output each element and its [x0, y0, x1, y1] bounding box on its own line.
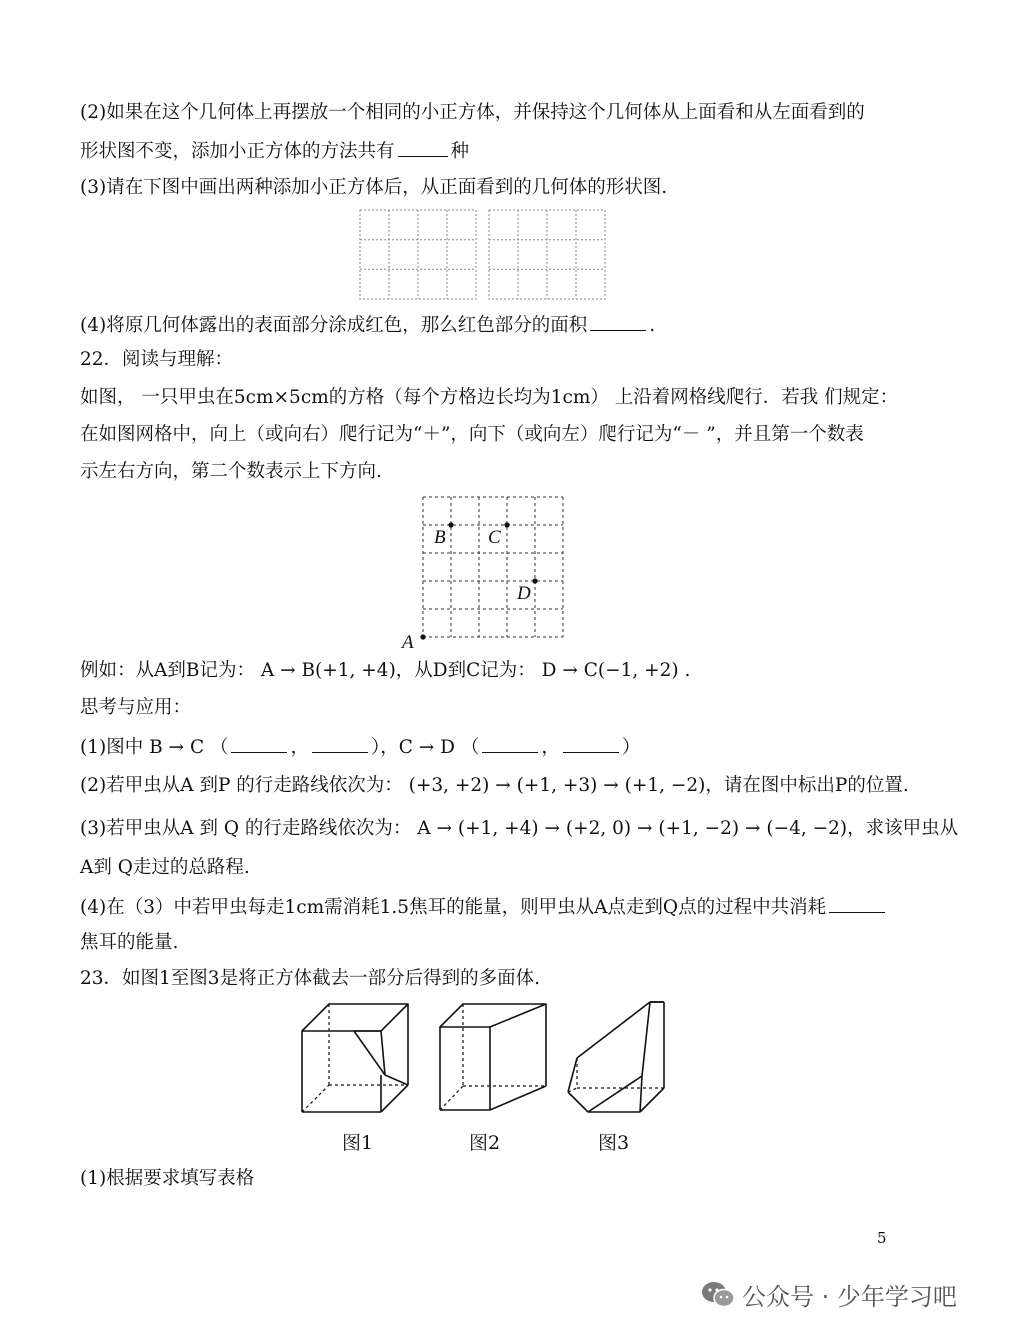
q21-part3: (3)请在下图中画出两种添加小正方体后，从正面看到的几何体的形状图.	[80, 177, 668, 198]
q23-title: 23．如图1至图3是将正方体截去一部分后得到的多面体.	[80, 968, 540, 989]
point-b	[448, 522, 453, 527]
point-c	[504, 522, 509, 527]
q22-think-heading: 思考与应用：	[80, 697, 192, 718]
label-c: C	[488, 527, 501, 548]
q22-sub1: (1)图中 B → C （ ， ），C → D （ ， ）	[80, 734, 640, 760]
answer-blank	[312, 734, 368, 753]
q22-title: 22．阅读与理解：	[80, 349, 234, 370]
label-d: D	[517, 583, 531, 604]
q22-sub4-line2: 焦耳的能量.	[80, 932, 179, 953]
q22-sub3-line1: (3)若甲虫从A 到 Q 的行走路线依次为： A → (+1, +4) → (+2, 0) → (+1, −2) → (−4, −2)，求该甲虫从	[80, 818, 959, 839]
drawing-grids	[358, 208, 618, 308]
answer-blank	[829, 894, 885, 913]
wechat-icon	[700, 1279, 736, 1309]
watermark	[700, 1277, 957, 1311]
q22-intro-line1: 如图， 一只甲虫在5cm×5cm的方格（每个方格边长均为1cm） 上沿着网格线爬行．若我 们规定：	[80, 387, 899, 408]
q23-sub1: (1)根据要求填写表格	[80, 1168, 255, 1189]
point-d	[532, 578, 537, 583]
label-a: A	[402, 632, 414, 653]
figure-3-caption: 图3	[598, 1132, 630, 1154]
point-a	[420, 634, 425, 639]
figure-2-caption: 图2	[469, 1132, 501, 1154]
answer-blank	[398, 138, 448, 157]
answer-blank	[563, 734, 619, 753]
answer-blank	[482, 734, 538, 753]
beetle-grid	[400, 492, 560, 652]
q22-sub4-line1: (4)在（3）中若甲虫每走1cm需消耗1.5焦耳的能量，则甲虫从A点走到Q点的过程中共消耗	[80, 894, 888, 920]
figure-3-cube	[562, 998, 682, 1118]
q22-intro-line2: 在如图网格中，向上（或向右）爬行记为“＋”，向下（或向左）爬行记为“－ ”，并且第一个数表	[80, 424, 864, 445]
watermark-text: 公众号 · 少年学习吧	[742, 1282, 957, 1311]
label-b: B	[434, 527, 446, 548]
drawing-grid-left	[360, 210, 476, 299]
q22-sub2: (2)若甲虫从A 到P 的行走路线依次为： (+3, +2) → (+1, +3) → (+1, −2)，请在图中标出P的位置.	[80, 775, 909, 796]
figure-1-caption: 图1	[342, 1132, 374, 1154]
q21-part2-line1: (2)如果在这个几何体上再摆放一个相同的小正方体，并保持这个几何体从上面看和从左面看到的	[80, 102, 865, 123]
drawing-grid-right	[489, 210, 605, 299]
answer-blank	[590, 312, 646, 331]
q21-part4: (4)将原几何体露出的表面部分涂成红色，那么红色部分的面积 .	[80, 312, 655, 338]
q22-intro-line3: 示左右方向，第二个数表示上下方向.	[80, 461, 382, 482]
figure-1-cube	[298, 1000, 418, 1120]
answer-blank	[231, 734, 287, 753]
q22-sub3-line2: A到 Q走过的总路程.	[80, 857, 250, 878]
q22-example: 例如：从A到B记为： A → B(+1, +4)，从D到C记为： D → C(−1, +2) .	[80, 660, 691, 681]
page-number: 5	[877, 1229, 887, 1247]
q21-part2-line2: 形状图不变，添加小正方体的方法共有 种	[80, 138, 469, 164]
figure-2-cube	[436, 1000, 556, 1120]
